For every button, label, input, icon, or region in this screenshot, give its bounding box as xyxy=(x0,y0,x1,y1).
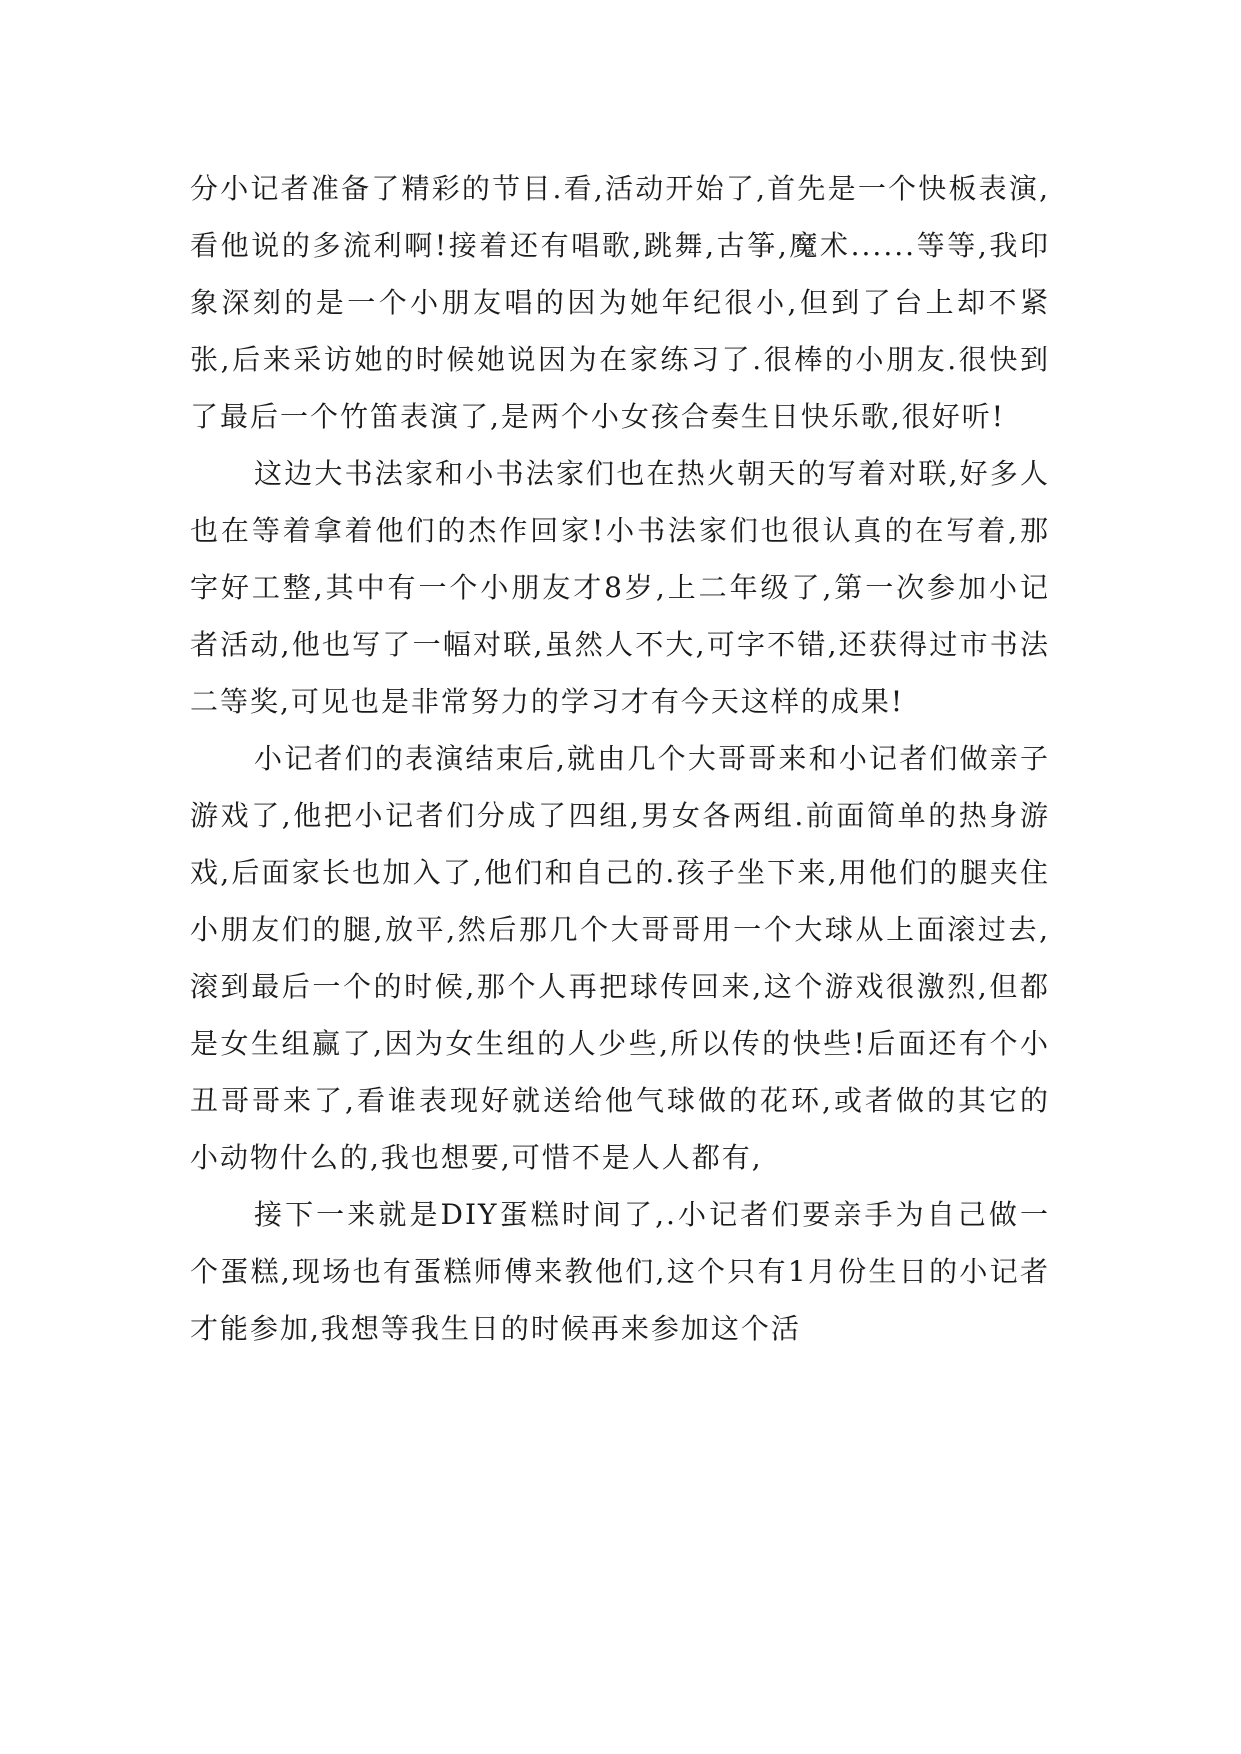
paragraph-4: 接下一来就是DIY蛋糕时间了,.小记者们要亲手为自己做一个蛋糕,现场也有蛋糕师傅来教他们,这个只有1月份生日的小记者才能参加,我想等我生日的时候再来参加这个活 xyxy=(190,1198,1050,1345)
document-body xyxy=(190,160,1050,1357)
paragraph-2: 这边大书法家和小书法家们也在热火朝天的写着对联,好多人也在等着拿着他们的杰作回家!小书法家们也很认真的在写着,那字好工整,其中有一个小朋友才8岁,上二年级了,第一次参加小记者活动,他也写了一幅对联,虽然人不大,可字不错,还获得过市书法二等奖,可见也是非常努力的学习才有今天这样的成果! xyxy=(190,457,1050,718)
paragraph-3: 小记者们的表演结束后,就由几个大哥哥来和小记者们做亲子游戏了,他把小记者们分成了四组,男女各两组.前面简单的热身游戏,后面家长也加入了,他们和自己的.孩子坐下来,用他们的腿夹住小朋友们的腿,放平,然后那几个大哥哥用一个大球从上面滚过去,滚到最后一个的时候,那个人再把球传回来,这个游戏很激烈,但都是女生组赢了,因为女生组的人少些,所以传的快些!后面还有个小丑哥哥来了,看谁表现好就送给他气球做的花环,或者做的其它的小动物什么的,我也想要,可惜不是人人都有, xyxy=(190,742,1050,1174)
paragraph-1: 分小记者准备了精彩的节目.看,活动开始了,首先是一个快板表演,看他说的多流利啊!接着还有唱歌,跳舞,古筝,魔术......等等,我印象深刻的是一个小朋友唱的因为她年纪很小,但到了台上却不紧张,后来采访她的时候她说因为在家练习了.很棒的小朋友.很快到了最后一个竹笛表演了,是两个小女孩合奏生日快乐歌,很好听! xyxy=(190,172,1050,433)
